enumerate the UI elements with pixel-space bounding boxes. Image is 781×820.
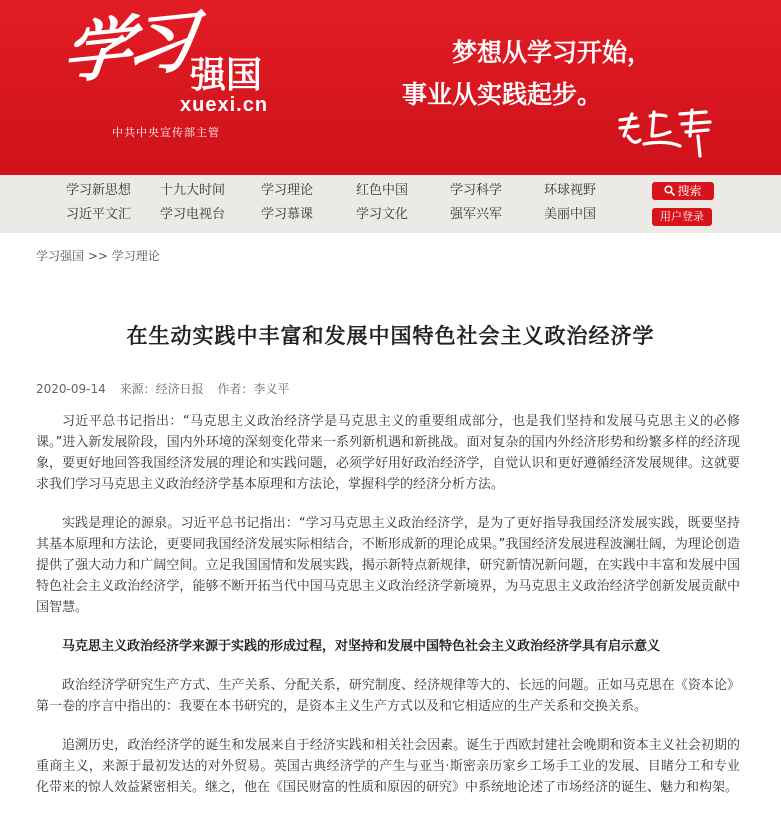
breadcrumb-current-link[interactable]: 学习理论	[111, 249, 160, 263]
article-title: 在生动实践中丰富和发展中国特色社会主义政治经济学	[126, 324, 655, 348]
nav-item-xuexi-lilun[interactable]: 学习理论	[261, 183, 314, 198]
article-body	[36, 411, 740, 816]
breadcrumb-separator: >>	[87, 249, 108, 263]
article-paragraph: 追溯历史，政治经济学的诞生和发展来自于经济实践和相关社会因素。诞生于西欧封建社会晚期和资本主义社会初期的重商主义，来源于最初发达的对外贸易。英国古典经济学的产生与亚当·斯密亲历家乡工场手工业的发展、目睹分工和专业化带来的惊人效益紧密相关。继之，他在《国民财富的性质和原因的研究》中系统地论述了市场经济的诞生、魅力和构架。	[36, 738, 740, 795]
breadcrumb-home-link[interactable]: 学习强国	[36, 249, 85, 263]
article-section-heading: 马克思主义政治经济学来源于实践的形成过程，对坚持和发展中国特色社会主义政治经济学具有启示意义	[62, 639, 661, 654]
nav-item-shijiuda-shijian[interactable]: 十九大时间	[160, 183, 226, 198]
nav-item-xuexi-xinsixiang[interactable]: 学习新思想	[66, 183, 132, 198]
nav-item-hongse-zhongguo[interactable]: 红色中国	[356, 183, 409, 198]
article-paragraph: 实践是理论的源泉。习近平总书记指出：“学习马克思主义政治经济学，是为了更好指导我国经济发展实践，既要坚持其基本原理和方法论，更要同我国经济发展实际相结合，不断形成新的理论成果。”我国经济发展进程波澜壮阔，为理论创造提供了强大动力和广阔空间。立足我国国情和发展实践，揭示新特点新规律，研究新情况新问题，在实践中丰富和发展中国特色社会主义政治经济学，能够不断开拓当代中国马克思主义政治经济学新境界，为马克思主义政治经济学创新发展贡献中国智慧。	[36, 516, 740, 615]
header-banner	[0, 0, 781, 175]
nav-item-xuexi-wenhua[interactable]: 学习文化	[356, 207, 409, 222]
search-button-label: 搜索	[677, 184, 702, 198]
nav-item-xuexi-dianshitai[interactable]: 学习电视台	[160, 207, 226, 222]
article-author: 作者：李义平	[217, 382, 290, 396]
logo-name[interactable]: 强国	[190, 55, 263, 96]
nav-item-qiangjun-xingjun[interactable]: 强军兴军	[450, 207, 503, 222]
slogan-line-1: 梦想从学习开始，	[452, 38, 653, 67]
article-meta	[36, 380, 299, 397]
slogan-line-2: 事业从实践起步。	[402, 80, 603, 109]
article-paragraph: 习近平总书记指出：“马克思主义政治经济学是马克思主义的重要组成部分，也是我们坚持和发展马克思主义的必修课。”进入新发展阶段，国内外环境的深刻变化带来一系列新机遇和新挑战。面对复杂的国内外经济形势和纷繁多样的经济现象，要更好地回答我国经济发展的理论和实践问题，必须学好用好政治经济学，自觉认识和更好遵循经济发展规律。这就要求我们学习马克思主义政治经济学基本原理和方法论，掌握科学的经济分析方法。	[36, 414, 740, 492]
search-icon	[664, 185, 675, 196]
login-button[interactable]: 用户登录	[652, 208, 712, 226]
article-paragraph: 政治经济学研究生产方式、生产关系、分配关系，研究制度、经济规律等大的、长远的问题。正如马克思在《资本论》第一卷的序言中指出的：我要在本书研究的，是资本主义生产方式以及和它相适应的生产关系和交换关系。	[36, 678, 740, 714]
breadcrumb	[36, 247, 160, 264]
logo-calligraphy[interactable]: 学习	[58, 1, 194, 95]
logo-subtitle: 中共中央宣传部主管	[112, 126, 220, 139]
nav-item-xuexi-kexue[interactable]: 学习科学	[450, 183, 503, 198]
article-source: 来源：经济日报	[119, 382, 204, 396]
search-button[interactable]	[652, 182, 714, 200]
nav-item-xijinping-wenhui[interactable]: 习近平文汇	[66, 207, 132, 222]
logo-url[interactable]: xuexi.cn	[180, 94, 269, 116]
signature-image	[614, 106, 724, 158]
nav-item-huanqiu-shiye[interactable]: 环球视野	[544, 183, 597, 198]
article-date: 2020-09-14	[36, 382, 106, 396]
nav-item-meili-zhongguo[interactable]: 美丽中国	[544, 207, 597, 222]
nav-item-xuexi-muke[interactable]: 学习慕课	[261, 207, 314, 222]
